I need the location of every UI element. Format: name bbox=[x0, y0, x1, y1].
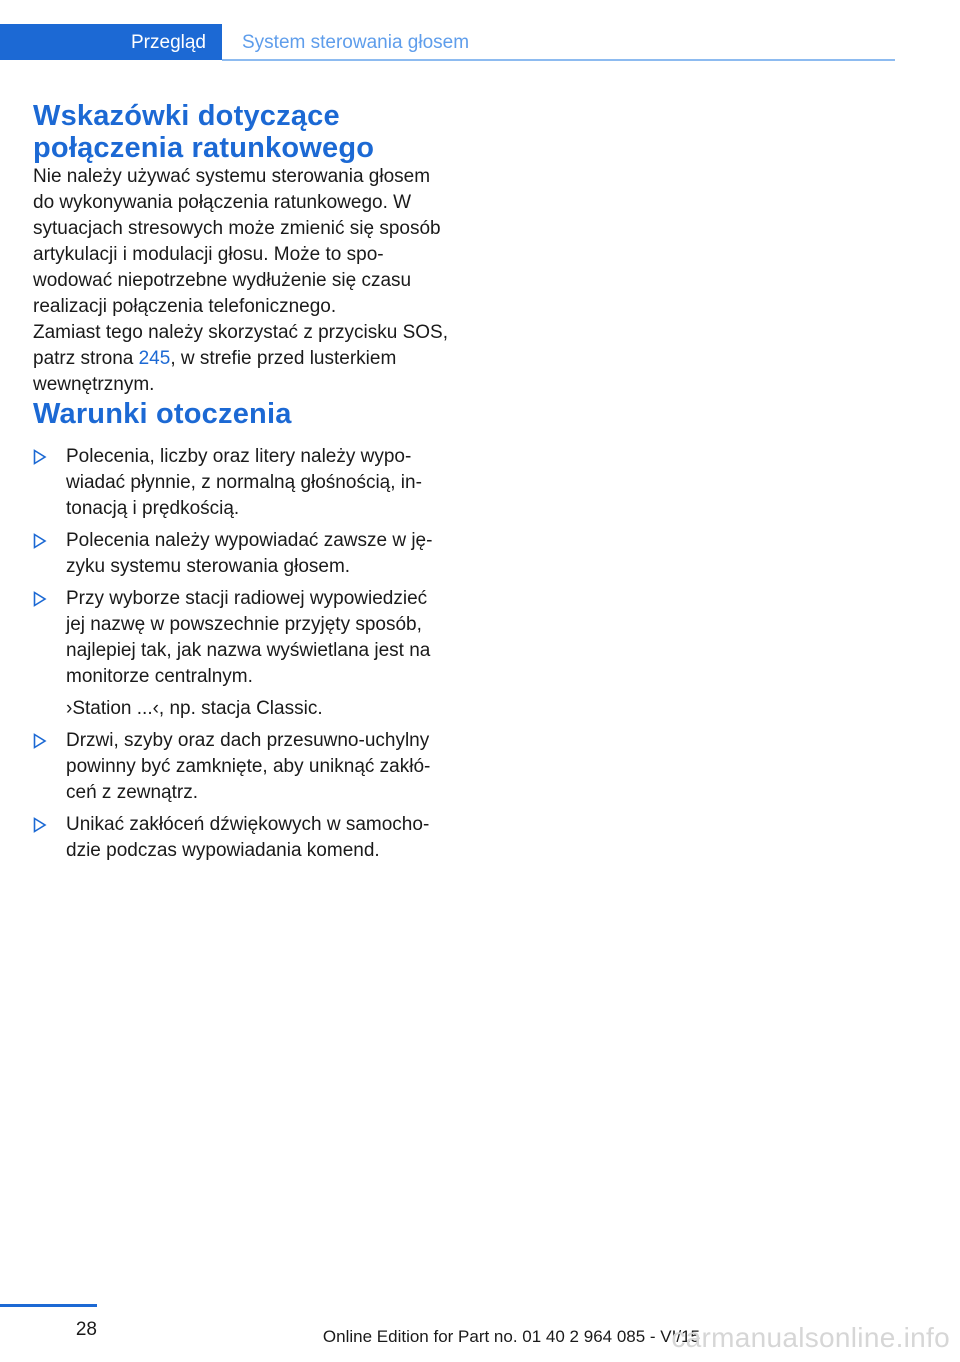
page-reference-link[interactable]: 245 bbox=[138, 348, 171, 369]
list-item bbox=[33, 444, 451, 522]
triangle-right-outline-icon bbox=[33, 591, 47, 607]
heading-line-1: Wskazówki dotyczące bbox=[33, 100, 340, 132]
paragraph-emergency-warning: Nie należy używać systemu sterowania głosem do wykonywania połączenia ratunkowego. W sytuacjach stresowych może zmienić się sposób artykulacji i modulacji głosu. Może to spowodować niepotrzebne wydłużenie się czasu realizacji połączenia telefonicznego. bbox=[33, 166, 441, 317]
triangle-right-outline-icon bbox=[33, 533, 47, 549]
header-divider bbox=[222, 59, 895, 61]
section-tab-voice-control[interactable]: System sterowania głosem bbox=[242, 32, 470, 53]
edition-info: Online Edition for Part no. 01 40 2 964 085 - VI/15 bbox=[322, 1327, 700, 1346]
list-item bbox=[33, 528, 451, 580]
list-item-example: ›Station ...‹, np. stacja Classic. bbox=[66, 698, 323, 719]
list-item-text: Polecenia, liczby oraz litery należy wypowiadać płynnie, z normalną głośnością, intonacją i prędkością. bbox=[66, 446, 422, 519]
paragraph-text-after-link: , w strefie przed lusterkiem wewnętrznym. bbox=[33, 348, 397, 395]
triangle-right-outline-icon bbox=[33, 449, 47, 465]
section-heading-ambient-conditions: Warunki otoczenia bbox=[33, 398, 292, 430]
list-item bbox=[33, 728, 451, 806]
list-item bbox=[33, 812, 451, 864]
heading-line-2: połączenia ratunkowego bbox=[33, 132, 375, 164]
chapter-tab-overview[interactable]: Przegląd bbox=[0, 24, 222, 60]
page-header bbox=[0, 24, 895, 60]
triangle-right-outline-icon bbox=[33, 733, 47, 749]
section-heading-emergency-call bbox=[33, 100, 451, 164]
list-item-text: Drzwi, szyby oraz dach przesuwno-uchylny powinny być zamknięte, aby uniknąć zakłóceń z zewnątrz. bbox=[66, 730, 431, 803]
page-number: 28 bbox=[75, 1319, 97, 1340]
main-column bbox=[33, 100, 451, 870]
list-item bbox=[33, 586, 451, 722]
triangle-right-outline-icon bbox=[33, 817, 47, 833]
conditions-list bbox=[33, 444, 451, 864]
paragraph-sos-button bbox=[33, 320, 451, 398]
list-item-text: Przy wyborze stacji radiowej wypowiedzieć jej nazwę w powszechnie przyjęty sposób, najlepiej tak, jak nazwa wyświetlana jest na monitorze centralnym. bbox=[66, 588, 431, 687]
paragraph-text-before-link: Zamiast tego należy skorzystać z przycisku SOS, patrz strona bbox=[33, 322, 448, 369]
watermark: carmanualsonline.info bbox=[671, 1322, 950, 1353]
footer-divider bbox=[0, 1304, 97, 1307]
list-item-text: Unikać zakłóceń dźwiękowych w samochodzie podczas wypowiadania komend. bbox=[66, 814, 430, 861]
list-item-text: Polecenia należy wypowiadać zawsze w języku systemu sterowania głosem. bbox=[66, 530, 433, 577]
